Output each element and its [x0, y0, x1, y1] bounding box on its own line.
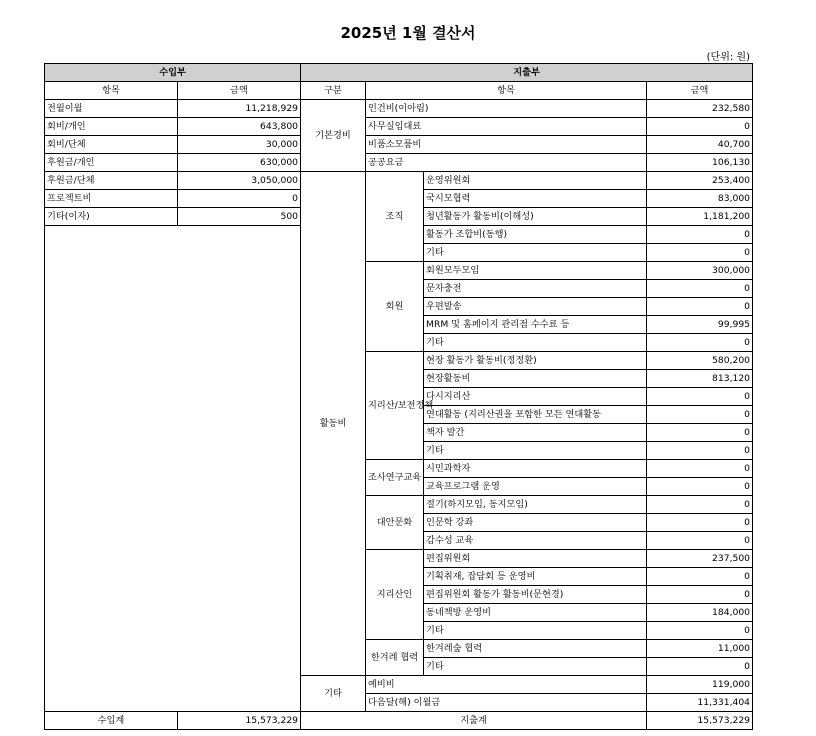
table-row — [45, 136, 753, 154]
expense-amount: 0 — [647, 388, 753, 406]
expense-amount: 300,000 — [647, 262, 753, 280]
expense-group-label: 조사연구교육 — [366, 460, 424, 496]
expense-item: 감수성 교육 — [424, 532, 647, 550]
document-title: 2025년 1월 결산서 — [340, 24, 476, 42]
expense-amount: 0 — [647, 280, 753, 298]
expense-item: 현장활동비 — [424, 370, 647, 388]
income-col-item: 항목 — [45, 82, 178, 100]
income-amount: 30,000 — [178, 136, 301, 154]
expense-col-item: 항목 — [366, 82, 647, 100]
expense-amount: 0 — [647, 460, 753, 478]
expense-amount: 119,000 — [647, 676, 753, 694]
expense-item: 우편발송 — [424, 298, 647, 316]
expense-amount: 253,400 — [647, 172, 753, 190]
expense-basic-label: 기본경비 — [301, 100, 366, 172]
expense-item: 기획취재, 잡담회 등 운영비 — [424, 568, 647, 586]
expense-item: 교육프로그램 운영 — [424, 478, 647, 496]
expense-group-label: 조직 — [366, 172, 424, 262]
expense-amount: 0 — [647, 514, 753, 532]
expense-amount: 0 — [647, 532, 753, 550]
expense-item: 기타 — [424, 658, 647, 676]
expense-item: 한겨레숲 협력 — [424, 640, 647, 658]
expense-header: 지출부 — [301, 64, 753, 82]
income-item: 기타(이자) — [45, 208, 178, 226]
expense-item: 연대활동 (지리산권을 포함한 모든 연대활동 — [424, 406, 647, 424]
expense-item: 편집위원회 — [424, 550, 647, 568]
table-row — [45, 154, 753, 172]
expense-amount: 0 — [647, 244, 753, 262]
expense-item: 동네책방 운영비 — [424, 604, 647, 622]
expense-amount: 237,500 — [647, 550, 753, 568]
expense-item: 활동가 조합비(동행) — [424, 226, 647, 244]
expense-item: 공공요금 — [366, 154, 647, 172]
expense-item: 다음달(해) 이월금 — [366, 694, 647, 712]
expense-amount: 232,580 — [647, 100, 753, 118]
expense-item: 절기(하지모임, 동지모임) — [424, 496, 647, 514]
expense-item: 시민과학자 — [424, 460, 647, 478]
expense-amount: 0 — [647, 478, 753, 496]
expense-amount: 1,181,200 — [647, 208, 753, 226]
expense-item: 청년활동가 활동비(이해성) — [424, 208, 647, 226]
income-item: 회비/단체 — [45, 136, 178, 154]
expense-group-label: 대안문화 — [366, 496, 424, 550]
income-header: 수입부 — [45, 64, 301, 82]
expense-item: 다시지리산 — [424, 388, 647, 406]
expense-item: 운영위원회 — [424, 172, 647, 190]
income-col-amount: 금액 — [178, 82, 301, 100]
expense-amount: 0 — [647, 442, 753, 460]
expense-amount: 580,200 — [647, 352, 753, 370]
income-amount: 630,000 — [178, 154, 301, 172]
expense-group-label: 지리산인 — [366, 550, 424, 640]
expense-amount: 0 — [647, 226, 753, 244]
expense-col-amount: 금액 — [647, 82, 753, 100]
table-row — [45, 118, 753, 136]
expense-item: 현장 활동가 활동비(정정환) — [424, 352, 647, 370]
unit-note: (단위: 원) — [706, 52, 750, 63]
expense-other-label: 기타 — [301, 676, 366, 712]
expense-item: 기타 — [424, 244, 647, 262]
expense-amount: 0 — [647, 334, 753, 352]
expense-group-label: 지리산/보전정책 — [366, 352, 424, 460]
expense-amount: 0 — [647, 622, 753, 640]
income-item: 전월이월 — [45, 100, 178, 118]
expense-total-label: 지출계 — [301, 712, 647, 730]
expense-item: 기타 — [424, 442, 647, 460]
expense-item: 사무실임대료 — [366, 118, 647, 136]
expense-group-label: 한겨레 협력 — [366, 640, 424, 676]
income-item: 후원금/개인 — [45, 154, 178, 172]
expense-amount: 0 — [647, 298, 753, 316]
expense-amount: 0 — [647, 586, 753, 604]
expense-item: MRM 및 홈페이지 관리점 수수료 등 — [424, 316, 647, 334]
expense-total-amount: 15,573,229 — [647, 712, 753, 730]
expense-activity-label: 활동비 — [301, 172, 366, 676]
income-amount: 11,218,929 — [178, 100, 301, 118]
income-amount: 643,800 — [178, 118, 301, 136]
income-total-label: 수입계 — [45, 712, 178, 730]
expense-amount: 106,130 — [647, 154, 753, 172]
expense-item: 비품소모품비 — [366, 136, 647, 154]
expense-amount: 83,000 — [647, 190, 753, 208]
expense-item: 인문학 강좌 — [424, 514, 647, 532]
expense-amount: 184,000 — [647, 604, 753, 622]
expense-item: 문자충전 — [424, 280, 647, 298]
expense-amount: 11,331,404 — [647, 694, 753, 712]
expense-item: 책자 발간 — [424, 424, 647, 442]
expense-amount: 0 — [647, 424, 753, 442]
income-item: 프로젝트비 — [45, 190, 178, 208]
expense-amount: 40,700 — [647, 136, 753, 154]
expense-amount: 813,120 — [647, 370, 753, 388]
income-amount: 3,050,000 — [178, 172, 301, 190]
expense-amount: 0 — [647, 118, 753, 136]
expense-item: 국시모협력 — [424, 190, 647, 208]
income-total-amount: 15,573,229 — [178, 712, 301, 730]
income-item: 회비/개인 — [45, 118, 178, 136]
income-amount: 0 — [178, 190, 301, 208]
settlement-table — [44, 63, 753, 730]
expense-item: 기타 — [424, 334, 647, 352]
income-amount: 500 — [178, 208, 301, 226]
income-item: 후원금/단체 — [45, 172, 178, 190]
expense-amount: 99,995 — [647, 316, 753, 334]
expense-amount: 0 — [647, 568, 753, 586]
expense-amount: 0 — [647, 406, 753, 424]
table-row — [45, 172, 753, 190]
expense-group-label: 회원 — [366, 262, 424, 352]
expense-amount: 11,000 — [647, 640, 753, 658]
income-empty-area — [45, 226, 301, 712]
expense-amount: 0 — [647, 658, 753, 676]
expense-item: 예비비 — [366, 676, 647, 694]
expense-item: 회원모두모임 — [424, 262, 647, 280]
expense-item: 인건비(이아림) — [366, 100, 647, 118]
expense-item: 편집위원회 활동가 활동비(문현경) — [424, 586, 647, 604]
table-row — [45, 100, 753, 118]
expense-item: 기타 — [424, 622, 647, 640]
expense-col-type: 구분 — [301, 82, 366, 100]
expense-amount: 0 — [647, 496, 753, 514]
